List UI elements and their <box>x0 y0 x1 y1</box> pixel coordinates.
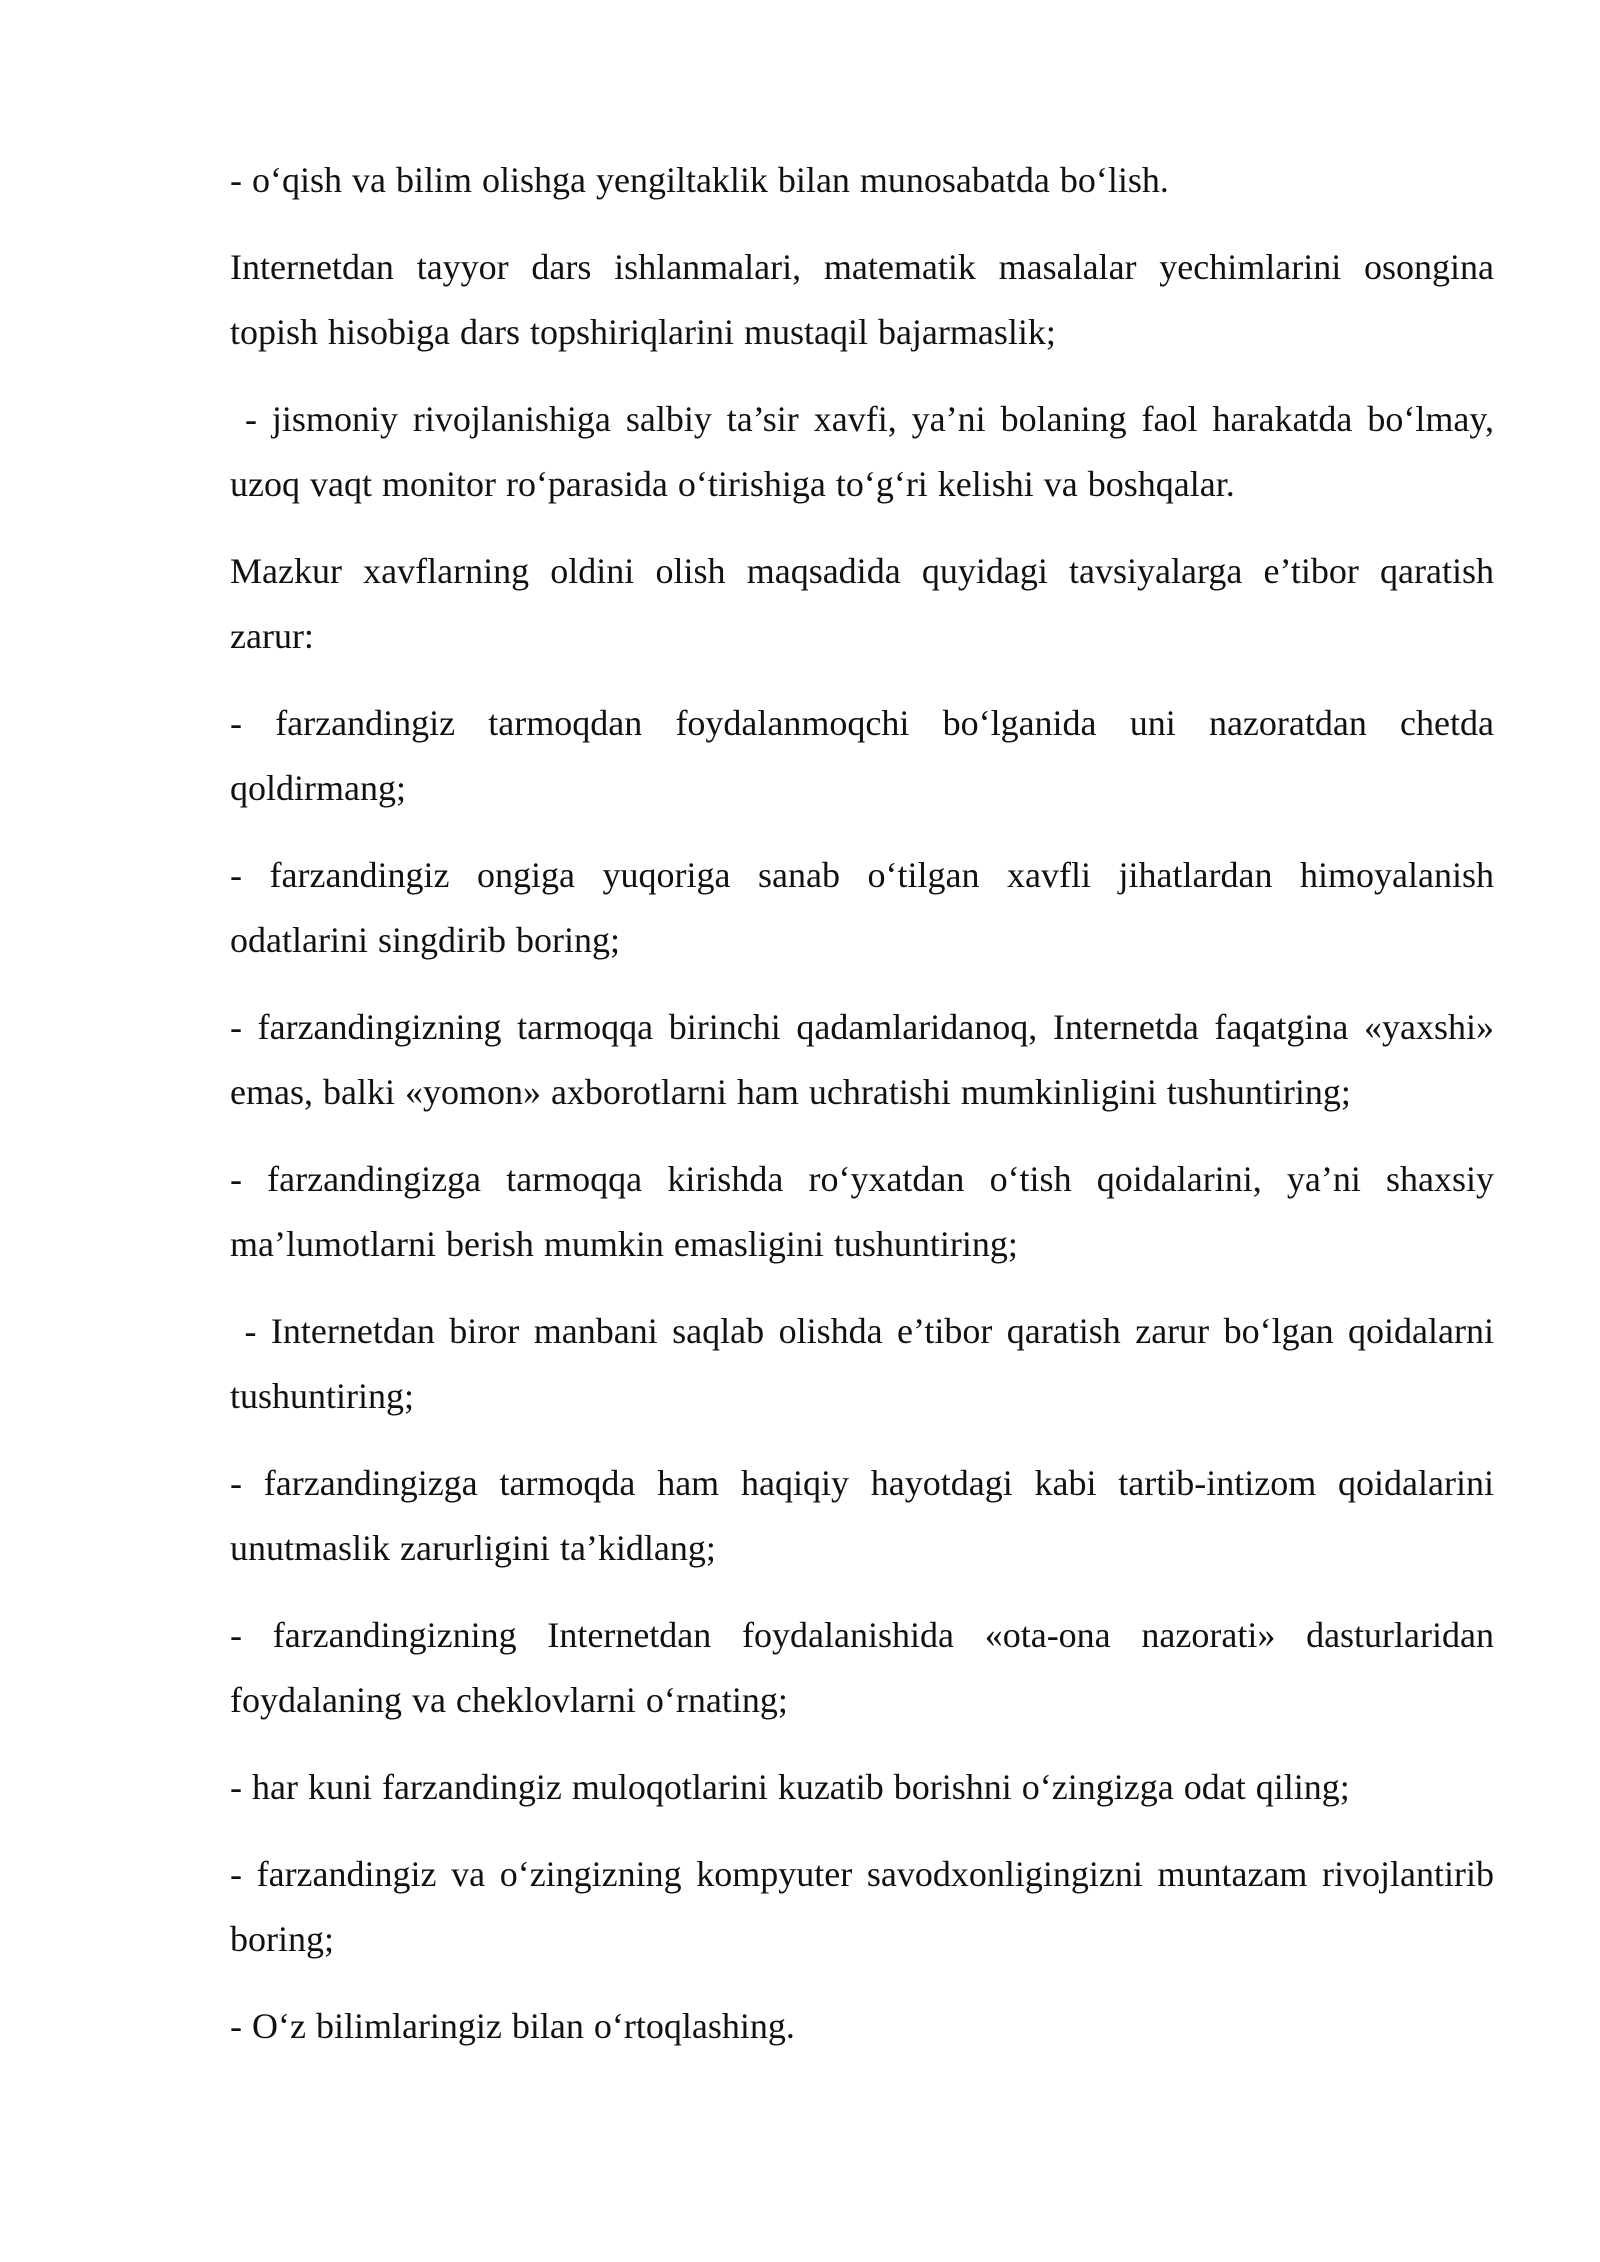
paragraph-1: - o‘qish va bilim olishga yengiltaklik bilan munosabatda bo‘lish. <box>230 160 1169 200</box>
paragraph-12: - har kuni farzandingiz muloqotlarini kuzatib borishni o‘zingizga odat qiling; <box>230 1767 1350 1807</box>
paragraph-13: - farzandingiz va o‘zingizning kompyuter savodxonligingizni muntazam rivojlantirib boring; <box>230 1854 1494 1959</box>
paragraph-2: Internetdan tayyor dars ishlanmalari, matematik masalalar yechimlarini osongina topish hisobiga dars topshiriqlarini mustaqil bajarmaslik; <box>230 247 1494 352</box>
paragraph-9: - Internetdan biror manbani saqlab olishda e’tibor qaratish zarur bo‘lgan qoidalarni tushuntiring; <box>230 1311 1504 1416</box>
paragraph-5: - farzandingiz tarmoqdan foydalanmoqchi bo‘lganida uni nazoratdan chetda qoldirmang; <box>230 703 1494 808</box>
paragraph-8: - farzandingizga tarmoqqa kirishda ro‘yxatdan o‘tish qoidalarini, ya’ni shaxsiy ma’lumotlarni berish mumkin emasligini tushuntiring; <box>230 1159 1494 1264</box>
paragraph-7: - farzandingizning tarmoqqa birinchi qadamlaridanoq, Internetda faqatgina «yaxshi» emas, balki «yomon» axborotlarni ham uchratishi mumkinligini tushuntiring; <box>230 1007 1494 1112</box>
paragraph-11: - farzandingizning Internetdan foydalanishida «ota-ona nazorati» dasturlaridan foydalaning va cheklovlarni o‘rnating; <box>230 1615 1494 1720</box>
paragraph-3: - jismoniy rivojlanishiga salbiy ta’sir xavfi, ya’ni bolaning faol harakatda bo‘lmay, uzoq vaqt monitor ro‘parasida o‘tirishiga to‘g‘ri kelishi va boshqalar. <box>230 399 1504 504</box>
paragraph-10: - farzandingizga tarmoqda ham haqiqiy hayotdagi kabi tartib-intizom qoidalarini unutmaslik zarurligini ta’kidlang; <box>230 1463 1494 1568</box>
document-body <box>230 148 1504 2081</box>
paragraph-4: Mazkur xavflarning oldini olish maqsadida quyidagi tavsiyalarga e’tibor qaratish zarur: <box>230 551 1494 656</box>
paragraph-6: - farzandingiz ongiga yuqoriga sanab o‘tilgan xavfli jihatlardan himoyalanish odatlarini singdirib boring; <box>230 855 1494 960</box>
paragraph-14: - O‘z bilimlaringiz bilan o‘rtoqlashing. <box>230 2006 795 2046</box>
